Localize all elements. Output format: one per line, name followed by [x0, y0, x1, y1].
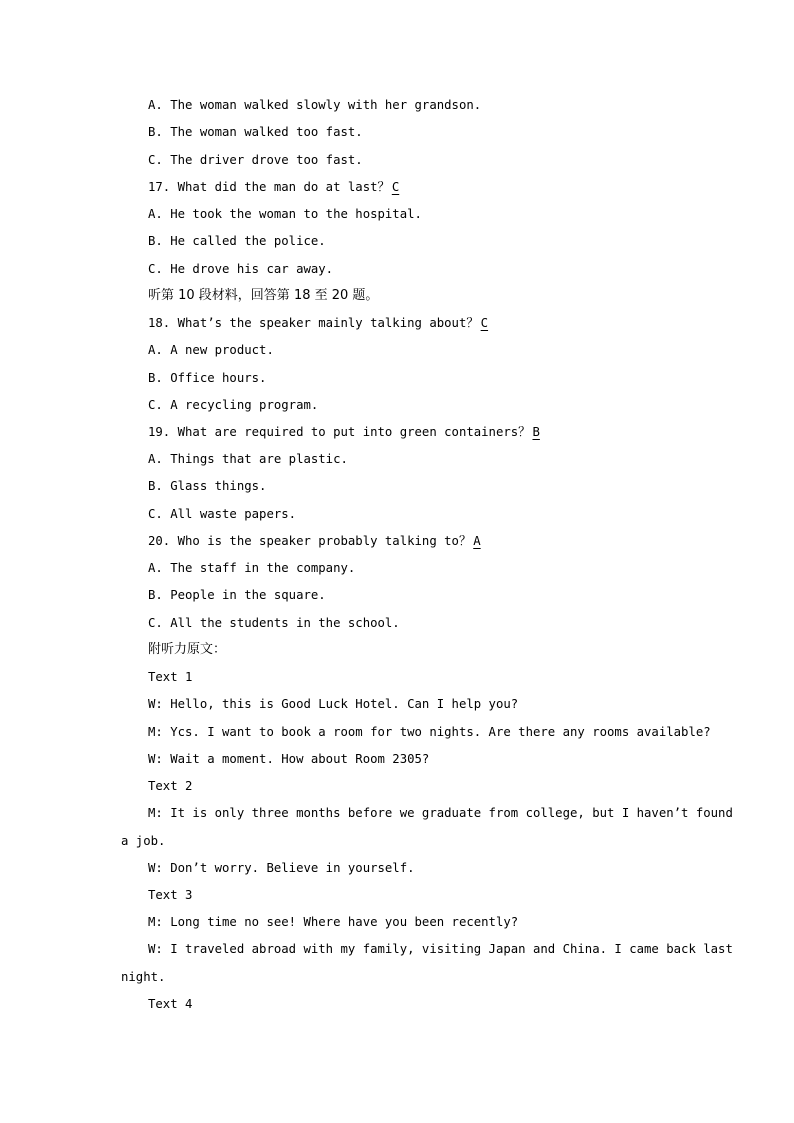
option-line: B. People in the square.	[148, 588, 326, 602]
dialogue-line: M: Long time no see! Where have you been recently?	[148, 915, 519, 929]
option-line: C. All waste papers.	[148, 507, 297, 521]
dialogue-line: W: Don’t worry. Believe in yourself.	[148, 861, 415, 875]
option-line: A. The staff in the company.	[148, 561, 356, 575]
text-heading: Text 2	[148, 779, 193, 793]
option-line: C. The driver drove too fast.	[148, 153, 363, 167]
dialogue-line: W: I traveled abroad with my family, visiting Japan and China. I came back last	[148, 942, 733, 956]
question-18	[148, 314, 490, 332]
option-line: A. He took the woman to the hospital.	[148, 207, 422, 221]
transcript-title: 附听力原文：	[148, 642, 227, 657]
dialogue-line: W: Wait a moment. How about Room 2305?	[148, 752, 430, 766]
option-line: C. He drove his car away.	[148, 262, 334, 276]
option-line: C. A recycling program.	[148, 398, 319, 412]
section-instruction: 听第 10 段材料，回答第 18 至 20 题。	[148, 288, 379, 303]
dialogue-line: W: Hello, this is Good Luck Hotel. Can I help you?	[148, 697, 519, 711]
answer-blank: C	[480, 316, 489, 330]
text-heading: Text 1	[148, 670, 193, 684]
question-19	[148, 423, 542, 441]
question-text: 19. What are required to put into green containers？	[148, 425, 531, 439]
dialogue-line: M: It is only three months before we graduate from college, but I haven’t found	[148, 806, 733, 820]
option-line: B. Glass things.	[148, 479, 267, 493]
question-text: 20. Who is the speaker probably talking to？	[148, 534, 472, 548]
option-line: B. He called the police.	[148, 234, 326, 248]
dialogue-line: M: Ycs. I want to book a room for two nights. Are there any rooms available?	[148, 725, 711, 739]
dialogue-line-continuation: night.	[121, 970, 166, 984]
option-line: A. A new product.	[148, 343, 274, 357]
option-line: A. Things that are plastic.	[148, 452, 348, 466]
answer-blank: A	[473, 534, 481, 548]
option-line: C. All the students in the school.	[148, 616, 400, 630]
question-17	[148, 178, 401, 196]
dialogue-line-continuation: a job.	[121, 834, 166, 848]
option-line: B. The woman walked too fast.	[148, 125, 363, 139]
question-text: 18. What’s the speaker mainly talking about？	[148, 316, 479, 330]
answer-blank: C	[391, 180, 400, 194]
text-heading: Text 4	[148, 997, 193, 1011]
text-heading: Text 3	[148, 888, 193, 902]
question-20	[148, 532, 483, 550]
option-line: B. Office hours.	[148, 371, 267, 385]
answer-blank: B	[532, 425, 540, 439]
option-line: A. The woman walked slowly with her grandson.	[148, 98, 482, 112]
question-text: 17. What did the man do at last？	[148, 180, 390, 194]
